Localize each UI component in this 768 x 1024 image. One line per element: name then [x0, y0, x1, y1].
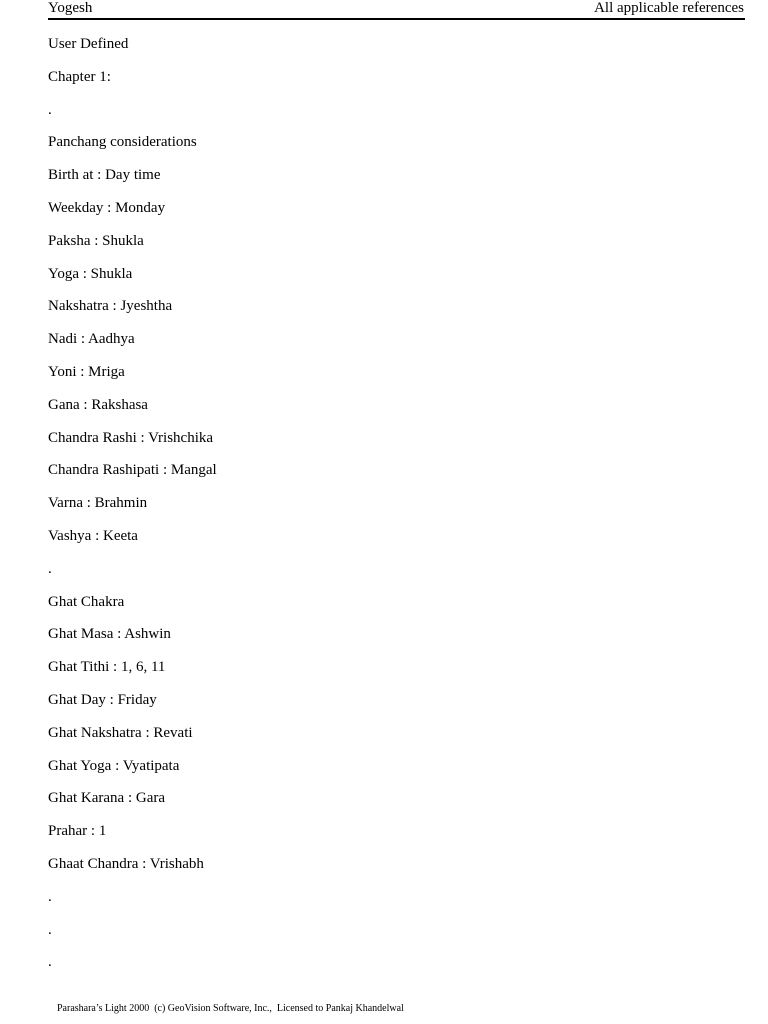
ghat-nakshatra-line: Ghat Nakshatra : Revati [48, 724, 193, 741]
varna-line: Varna : Brahmin [48, 495, 148, 512]
gana-line: Gana : Rakshasa [48, 396, 148, 413]
page-header [48, 0, 745, 20]
panchang-heading: Panchang considerations [48, 134, 197, 151]
prahar-line: Prahar : 1 [48, 823, 107, 840]
nakshatra-line: Nakshatra : Jyeshtha [48, 298, 173, 315]
header-references: All applicable references [594, 0, 744, 16]
yoni-line: Yoni : Mriga [48, 363, 125, 380]
weekday-line: Weekday : Monday [48, 199, 166, 216]
paksha-line: Paksha : Shukla [48, 232, 144, 249]
chandra-rashi-line: Chandra Rashi : Vrishchika [48, 429, 214, 446]
separator-dot: . [48, 921, 52, 938]
separator-dot: . [48, 560, 52, 577]
yoga-line: Yoga : Shukla [48, 265, 133, 282]
ghat-karana-line: Ghat Karana : Gara [48, 790, 166, 807]
ghat-tithi-line: Ghat Tithi : 1, 6, 11 [48, 659, 166, 676]
separator-dot: . [48, 888, 52, 905]
vashya-line: Vashya : Keeta [48, 527, 138, 544]
document-body [48, 34, 728, 985]
section-title: User Defined [48, 36, 129, 52]
nadi-line: Nadi : Aadhya [48, 331, 135, 348]
ghat-yoga-line: Ghat Yoga : Vyatipata [48, 757, 180, 774]
ghat-chakra-heading: Ghat Chakra [48, 593, 125, 610]
separator-dot: . [48, 954, 52, 971]
ghat-masa-line: Ghat Masa : Ashwin [48, 626, 171, 643]
separator-dot: . [48, 101, 52, 118]
chandra-rashipati-line: Chandra Rashipati : Mangal [48, 462, 217, 479]
page-footer: Parashara’s Light 2000 (c) GeoVision Software, Inc., Licensed to Pankaj Khandelwal [57, 1003, 404, 1014]
ghat-day-line: Ghat Day : Friday [48, 691, 157, 708]
ghaat-chandra-line: Ghaat Chandra : Vrishabh [48, 855, 204, 872]
birth-time-line: Birth at : Day time [48, 167, 161, 184]
chapter-heading: Chapter 1: [48, 68, 111, 85]
header-name: Yogesh [48, 0, 93, 16]
